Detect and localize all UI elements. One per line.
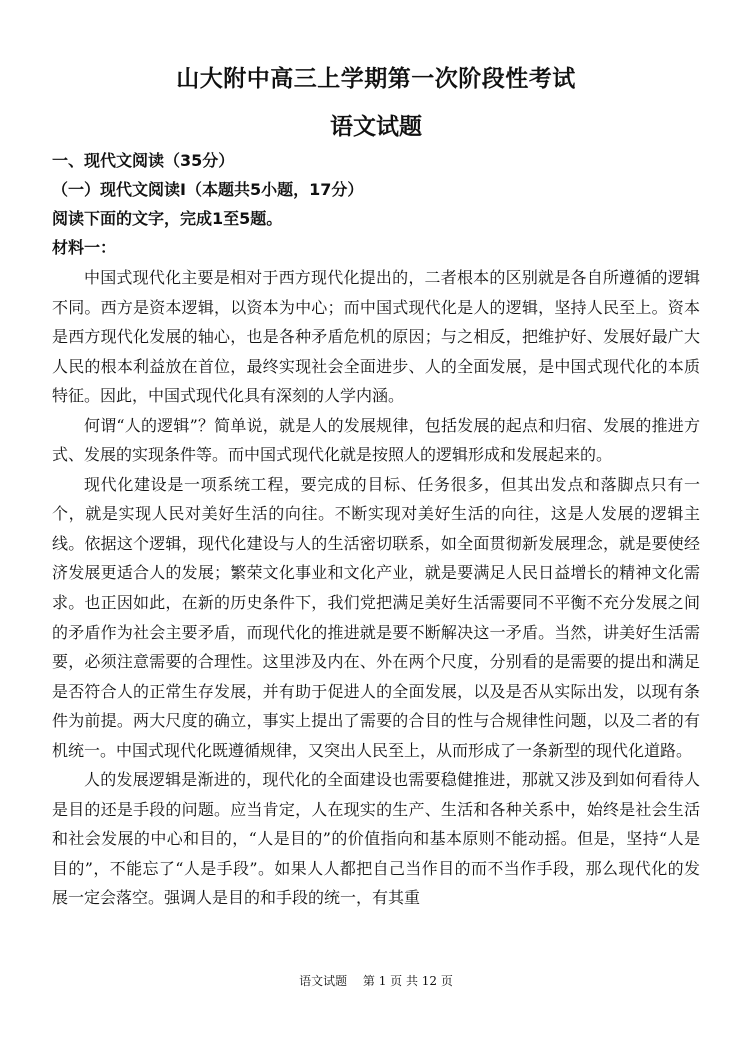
reading-passage	[52, 263, 700, 913]
paragraph: 何谓“人的逻辑”？简单说，就是人的发展规律，包括发展的起点和归宿、发展的推进方式、发展的实现条件等。而中国式现代化就是按照人的逻辑形成和发展起来的。	[52, 415, 700, 465]
exam-subtitle: 语文试题	[330, 114, 422, 140]
material-label: 材料一：	[52, 238, 117, 257]
paragraph: 中国式现代化主要是相对于西方现代化提出的，二者根本的区别就是各自所遵循的逻辑不同。西方是资本逻辑，以资本为中心；而中国式现代化是人的逻辑，坚持人民至上。资本是西方现代化发展的轴心，也是各种矛盾危机的原因；与之相反，把维护好、发展好最广大人民的根本利益放在首位，最终实现社会全面进步、人的全面发展，是中国式现代化的本质特征。因此，中国式现代化具有深刻的人学内涵。	[52, 268, 700, 406]
exam-title: 山大附中高三上学期第一次阶段性考试	[176, 66, 576, 92]
paragraph: 人的发展逻辑是渐进的，现代化的全面建设也需要稳健推进，那就又涉及到如何看待人是目的还是手段的问题。应当肯定，人在现实的生产、生活和各种关系中，始终是社会生活和社会发展的中心和目的，“人是目的”的价值指向和基本原则不能动摇。但是，坚持“人是目的”，不能忘了“人是手段”。如果人人都把自己当作目的而不当作手段，那么现代化的发展一定会落空。强调人是目的和手段的统一，有其重	[52, 770, 700, 908]
subsection-heading: （一）现代文阅读Ⅰ（本题共5小题，17分）	[52, 180, 364, 199]
section-heading: 一、现代文阅读（35分）	[52, 151, 235, 170]
page-footer: 语文试题 第 1 页 共 12 页	[299, 974, 453, 988]
reading-instruction: 阅读下面的文字，完成1至5题。	[52, 209, 283, 228]
paragraph: 现代化建设是一项系统工程，要完成的目标、任务很多，但其出发点和落脚点只有一个，就是实现人民对美好生活的向往。不断实现对美好生活的向往，这是人发展的逻辑主线。依据这个逻辑，现代化建设与人的生活密切联系，如全面贯彻新发展理念，就是要使经济发展更适合人的发展；繁荣文化事业和文化产业，就是要满足人民日益增长的精神文化需求。也正因如此，在新的历史条件下，我们党把满足美好生活需要同不平衡不充分发展之间的矛盾作为社会主要矛盾，而现代化的推进就是要不断解决这一矛盾。当然，讲美好生活需要，必须注意需要的合理性。这里涉及内在、外在两个尺度，分别看的是需要的提出和满足是否符合人的正常生存发展，并有助于促进人的全面发展，以及是否从实际出发，以现有条件为前提。两大尺度的确立，事实上提出了需要的合目的性与合规律性问题，以及二者的有机统一。中国式现代化既遵循规律，又突出人民至上，从而形成了一条新型的现代化道路。	[52, 474, 700, 760]
